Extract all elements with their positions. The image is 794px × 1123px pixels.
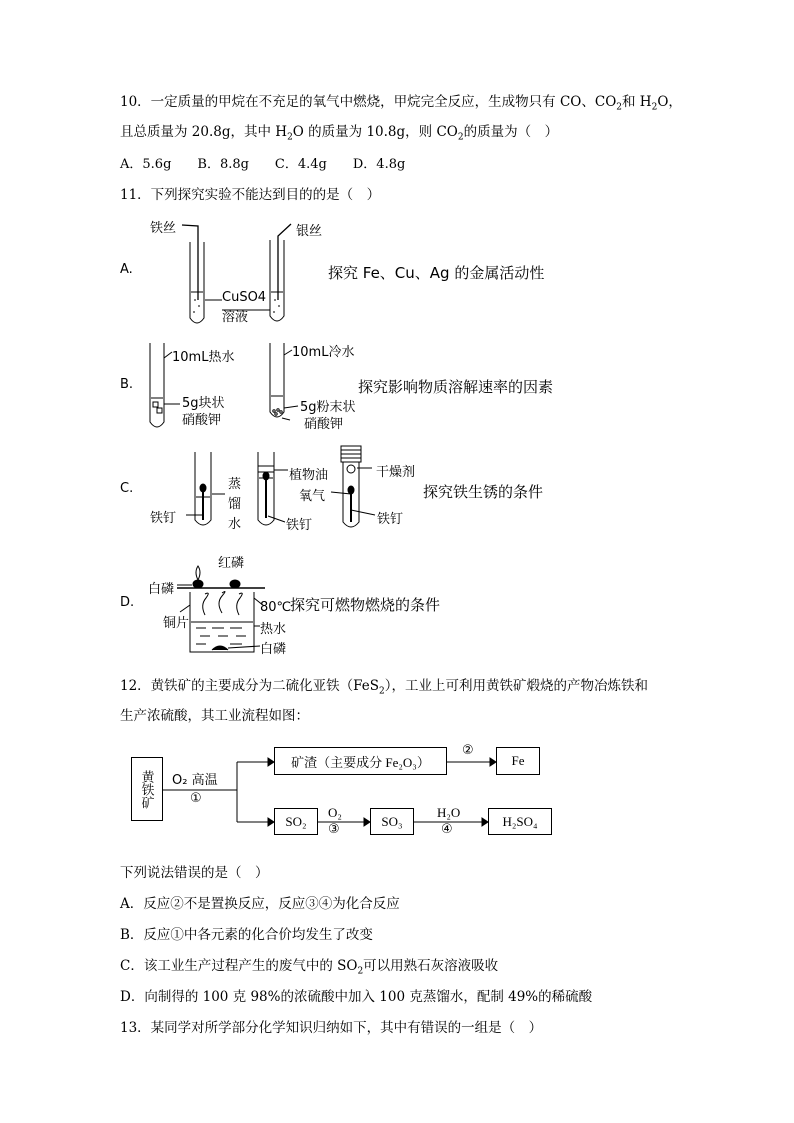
q11-d-temp-label: 80℃ <box>260 600 292 615</box>
q11-b-block-label: 5g块状 <box>182 396 225 411</box>
q11-c-description: 探究铁生锈的条件 <box>423 483 544 501</box>
q11-stem: 11．下列探究实验不能达到目的的是（ ） <box>120 187 381 203</box>
flow-so3-box: SO₃ <box>370 808 414 835</box>
q12-question: 下列说法错误的是（ ） <box>120 865 269 881</box>
q11-d-copper-label: 铜片 <box>163 616 190 631</box>
q11-c-nail3-label: 铁钉 <box>377 512 404 527</box>
q11-d-letter: D. <box>120 595 135 610</box>
q11-b-powder-label: 5g粉末状 <box>300 400 356 415</box>
q11-a-iron-wire-label: 铁丝 <box>150 221 177 236</box>
q11-b-block-label2: 硝酸钾 <box>182 413 222 428</box>
q11-b-hot-water-label: 10mL热水 <box>172 350 235 365</box>
q13-stem: 13．某同学对所学部分化学知识归纳如下，其中有错误的一组是（ ） <box>120 1020 543 1036</box>
q11-c-oxygen-label: 氧气 <box>299 489 326 504</box>
q11-c-oil-label: 植物油 <box>289 468 329 483</box>
q11-a-test-tube-right <box>205 224 291 321</box>
flow-fe-box: Fe <box>496 747 540 775</box>
flow-step1-number: ① <box>190 791 202 806</box>
flow-o2-label: O₂ <box>328 805 342 820</box>
q11-a-solution-label1: CuSO4 <box>222 290 267 305</box>
q11-a-solution-label2: 溶液 <box>222 310 249 325</box>
flow-step2-number: ② <box>462 743 474 758</box>
q10-line1: 10．一定质量的甲烷在不充足的氧气中燃烧，甲烷完全反应，生成物只有 CO、$CO_2$和 $H_2O$， <box>120 94 682 113</box>
q10-options: A．5.6g B．8.8g C．4.4g D．4.8g <box>120 157 406 172</box>
q11-a-test-tube-left <box>182 225 204 323</box>
q11-c-water-char3: 水 <box>228 517 242 532</box>
q11-c-nail2-label: 铁钉 <box>286 518 313 533</box>
flow-so2-box: SO₂ <box>274 808 318 835</box>
q11-d-red-phosphorus-label: 红磷 <box>218 556 245 571</box>
q11-d-beaker <box>177 566 265 652</box>
q12-option-a: A．反应②不是置换反应，反应③④为化合反应 <box>120 896 400 912</box>
q11-c-letter: C. <box>120 481 134 496</box>
q10-line2: 且总质量为 20.8g，其中 $H_2O$ 的质量为 10.8g，则 $CO_2$的质量为（ ） <box>120 124 559 143</box>
q11-b-description: 探究影响物质溶解速率的因素 <box>358 378 554 396</box>
q12-option-d: D．向制得的 100 克 98%的浓硫酸中加入 100 克蒸馏水，配制 49%的稀硫酸 <box>120 989 593 1005</box>
q12-option-c: C．该工业生产过程产生的废气中的 $SO_2$可以用熟石灰溶液吸收 <box>120 958 499 977</box>
flow-step1-conditions: O₂ 高温 <box>172 773 218 788</box>
q11-c-water-char2: 馏 <box>228 497 242 512</box>
q11-d-description: 探究可燃物燃烧的条件 <box>290 596 441 614</box>
q12-option-b: B．反应①中各元素的化合价均发生了改变 <box>120 927 373 943</box>
q11-c-water-char1: 蒸 <box>228 477 242 492</box>
flow-slag-box: 矿渣（主要成分 Fe₂O₃） <box>274 747 447 775</box>
q11-a-silver-wire-label: 银丝 <box>296 224 323 239</box>
q11-c-nail1-label: 铁钉 <box>150 511 177 526</box>
q12-stem-line2: 生产浓硫酸，其工业流程如图： <box>120 708 309 724</box>
q11-c-test-tubes <box>186 446 375 527</box>
q11-b-letter: B. <box>120 377 134 392</box>
q11-d-hot-water-label: 热水 <box>260 622 287 637</box>
flow-ore-box: 黄铁矿 <box>131 757 163 821</box>
q11-b-cold-water-label: 10mL冷水 <box>292 345 355 360</box>
q11-b-powder-label2: 硝酸钾 <box>304 417 344 432</box>
q11-d-white-phosphorus-label1: 白磷 <box>148 582 175 597</box>
flow-h2so4-box: H₂SO₄ <box>488 808 552 835</box>
q12-stem-line1: 12．黄铁矿的主要成分为二硫化亚铁（FeS$_2$），工业上可利用黄铁矿煅烧的产物冶炼铁和 <box>120 678 649 697</box>
q11-c-desiccant-label: 干燥剂 <box>376 465 416 480</box>
q11-a-description: 探究 Fe、Cu、Ag 的金属活动性 <box>328 264 545 282</box>
flow-step4-number: ④ <box>441 822 453 837</box>
flow-h2o-label: H₂O <box>437 805 461 820</box>
q11-a-letter: A. <box>120 262 133 277</box>
flow-step3-number: ③ <box>328 822 340 837</box>
q11-d-white-phosphorus-label2: 白磷 <box>260 642 287 657</box>
